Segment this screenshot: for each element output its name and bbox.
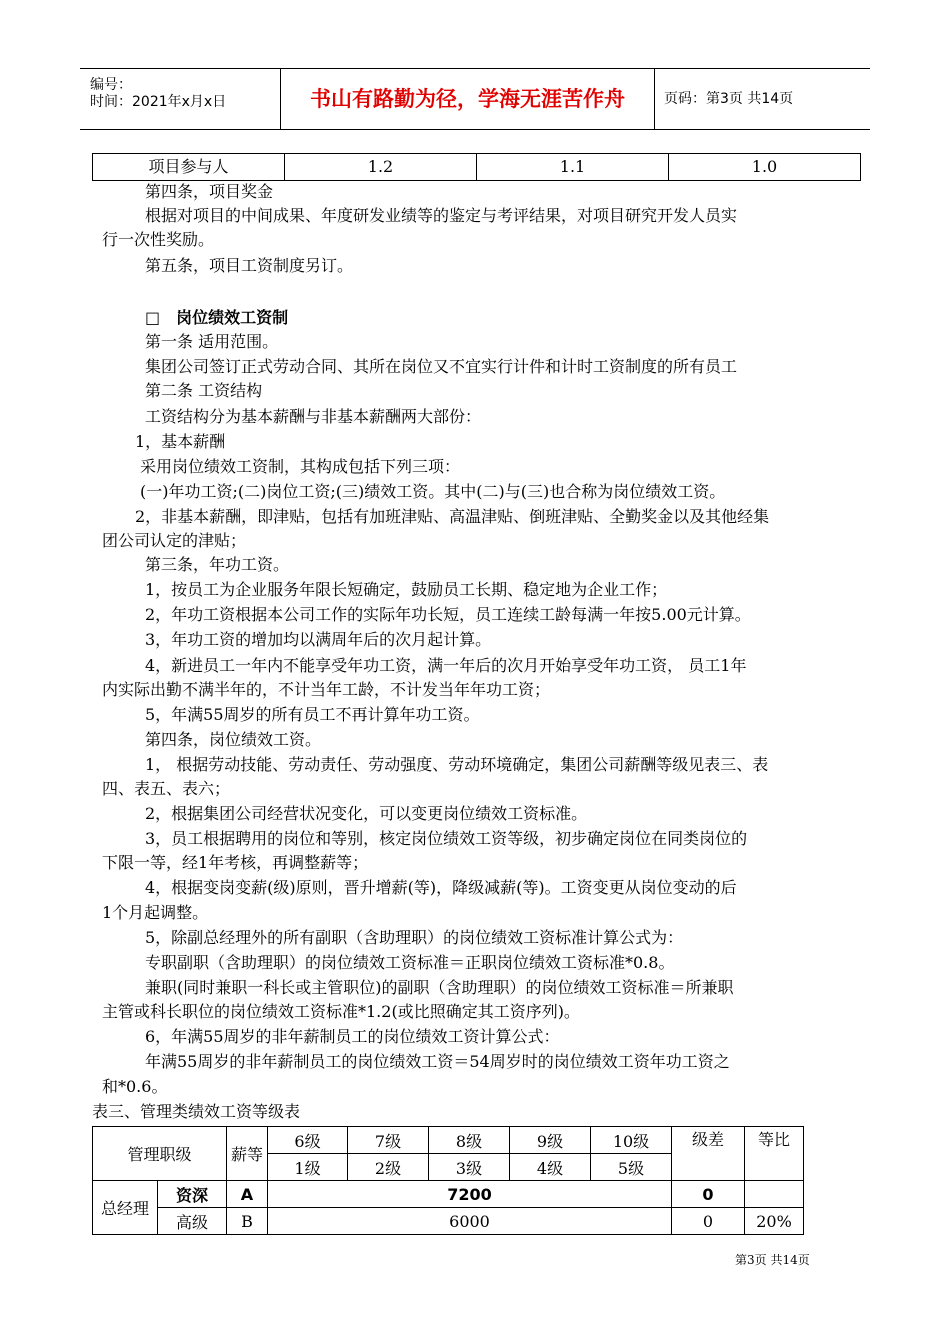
participant-value-3: 1.0 — [751, 157, 778, 176]
header-grade-label: 薪等 — [230, 1145, 263, 1164]
paragraph: 团公司认定的津贴； — [102, 531, 247, 550]
paragraph: 和*0.6。 — [102, 1077, 168, 1096]
section-heading: □ 岗位绩效工资制 — [145, 308, 289, 327]
paragraph: 5，除副总经理外的所有副职（含助理职）的岗位绩效工资标准计算公式为： — [145, 928, 684, 947]
row-diff: 0 — [672, 1208, 745, 1235]
header-grade — [227, 1127, 268, 1181]
paragraph: 5，年满55周岁的所有员工不再计算年功工资。 — [145, 705, 480, 724]
level-bottom: 5级 — [591, 1154, 672, 1181]
paragraph: 6，年满55周岁的非年薪制员工的岗位绩效工资计算公式： — [145, 1027, 560, 1046]
level-top: 6级 — [268, 1127, 348, 1154]
header-role — [93, 1127, 227, 1181]
paragraph: 行一次性奖励。 — [102, 230, 215, 249]
paragraph: 4，新进员工一年内不能享受年功工资，满一年后的次月开始享受年功工资， 员工1年 — [145, 656, 747, 675]
participant-value-2: 1.1 — [477, 154, 669, 180]
participant-table-row — [92, 153, 861, 181]
header-role-label: 管理职级 — [127, 1145, 192, 1164]
paragraph: 集团公司签订正式劳动合同、其所在岗位又不宜实行计件和计时工资制度的所有员工 — [145, 357, 738, 376]
page-footer: 第3页 共14页 — [735, 1253, 810, 1267]
paragraph: 四、表五、表六； — [102, 779, 231, 798]
header-page-info: 页码：第3页 共14页 — [664, 91, 794, 107]
row-grade: A — [227, 1181, 268, 1208]
header-time: 时间：2021年x月x日 — [90, 94, 227, 110]
level-top: 7级 — [348, 1127, 429, 1154]
header-meta — [80, 69, 281, 129]
paragraph: 兼职(同时兼职一科长或主管职位)的副职（含助理职）的岗位绩效工资标准＝所兼职 — [145, 978, 734, 997]
level-bottom: 1级 — [268, 1154, 348, 1181]
row-title: 高级 — [158, 1208, 227, 1235]
participant-label: 项目参与人 — [93, 154, 285, 180]
paragraph: 第五条，项目工资制度另订。 — [145, 256, 354, 275]
header-ratio: 等比 — [745, 1127, 804, 1181]
paragraph: 第一条 适用范围。 — [145, 332, 279, 351]
paragraph: 1，基本薪酬 — [135, 432, 226, 451]
level-bottom: 4级 — [510, 1154, 591, 1181]
row-grade: B — [227, 1208, 268, 1235]
paragraph: 3，年功工资的增加均以满周年后的次月起计算。 — [145, 630, 492, 649]
level-bottom: 3级 — [429, 1154, 510, 1181]
paragraph: (一)年功工资;(二)岗位工资;(三)绩效工资。其中(二)与(三)也合称为岗位绩效工资。 — [140, 482, 726, 501]
paragraph: 1，按员工为企业服务年限长短确定，鼓励员工长期、稳定地为企业工作； — [145, 580, 668, 599]
paragraph: 内实际出勤不满半年的，不计当年工龄，不计发当年年功工资； — [102, 680, 551, 699]
level-top: 9级 — [510, 1127, 591, 1154]
paragraph: 专职副职（含助理职）的岗位绩效工资标准＝正职岗位绩效工资标准*0.8。 — [145, 953, 675, 972]
paragraph: 采用岗位绩效工资制，其构成包括下列三项： — [140, 457, 461, 476]
paragraph: 第四条，项目奖金 — [145, 182, 274, 201]
paragraph: 4，根据变岗变薪(级)原则，晋升增薪(等)，降级减薪(等)。工资变更从岗位变动的后 — [145, 878, 737, 897]
page-header — [80, 68, 870, 130]
level-top: 10级 — [591, 1127, 672, 1154]
row-ratio — [745, 1181, 804, 1208]
paragraph: 工资结构分为基本薪酬与非基本薪酬两大部份： — [145, 407, 482, 426]
paragraph: 1， 根据劳动技能、劳动责任、劳动强度、劳动环境确定，集团公司薪酬等级见表三、表 — [145, 755, 769, 774]
row-value: 6000 — [268, 1208, 672, 1235]
paragraph: 3，员工根据聘用的岗位和等别，核定岗位绩效工资等级，初步确定岗位在同类岗位的 — [145, 829, 748, 848]
group-label: 总经理 — [93, 1181, 158, 1235]
level-top: 8级 — [429, 1127, 510, 1154]
paragraph: 主管或科长职位的岗位绩效工资标准*1.2(或比照确定其工资序列)。 — [102, 1002, 580, 1021]
salary-grade-table — [92, 1126, 804, 1235]
header-number: 编号： — [90, 77, 132, 93]
paragraph: 第三条，年功工资。 — [145, 555, 290, 574]
participant-value-1: 1.2 — [285, 154, 477, 180]
paragraph: 年满55周岁的非年薪制员工的岗位绩效工资＝54周岁时的岗位绩效工资年功工资之 — [145, 1052, 730, 1071]
paragraph: 1个月起调整。 — [102, 903, 209, 922]
paragraph: 2，非基本薪酬，即津贴，包括有加班津贴、高温津贴、倒班津贴、全勤奖金以及其他经集 — [135, 507, 770, 526]
paragraph: 根据对项目的中间成果、年度研发业绩等的鉴定与考评结果，对项目研究开发人员实 — [145, 206, 738, 225]
row-ratio: 20% — [745, 1208, 804, 1235]
paragraph: 2，年功工资根据本公司工作的实际年功长短，员工连续工龄每满一年按5.00元计算。 — [145, 605, 751, 624]
paragraph: 下限一等，经1年考核，再调整薪等； — [102, 853, 369, 872]
header-motto: 书山有路勤为径，学海无涯苦作舟 — [281, 69, 655, 129]
paragraph: 2，根据集团公司经营状况变化，可以变更岗位绩效工资标准。 — [145, 804, 588, 823]
paragraph: 第二条 工资结构 — [145, 381, 263, 400]
table-caption: 表三、管理类绩效工资等级表 — [92, 1102, 301, 1121]
row-diff: 0 — [672, 1181, 745, 1208]
header-diff: 级差 — [672, 1127, 745, 1181]
row-title: 资深 — [158, 1181, 227, 1208]
level-bottom: 2级 — [348, 1154, 429, 1181]
paragraph: 第四条，岗位绩效工资。 — [145, 730, 322, 749]
row-value: 7200 — [268, 1181, 672, 1208]
